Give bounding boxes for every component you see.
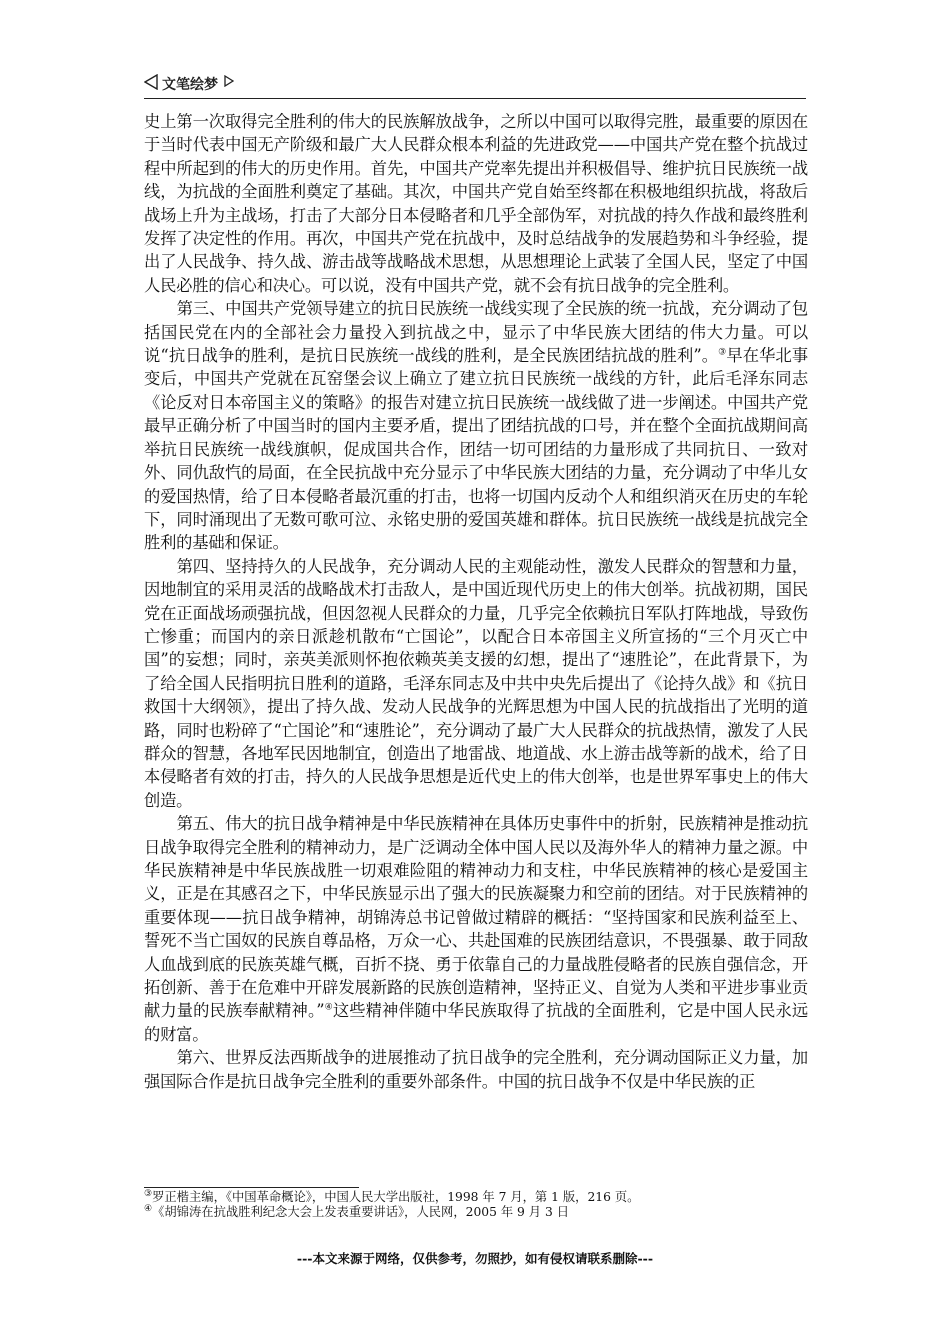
triangle-left-icon bbox=[144, 74, 158, 90]
triangle-right-icon bbox=[224, 75, 234, 87]
paragraph-2-part-1: 第三、中国共产党领导建立的抗日民族统一战线实现了全民族的统一抗战，充分调动了包括国民党在内的全部社会力量投入到抗战之中，显示了中华民族大团结的伟大力量。可以说“抗日战争的胜利，是抗日民族统一战线的胜利，是全民族团结抗战的胜利”。 bbox=[144, 299, 808, 366]
paragraph-1: 史上第一次取得完全胜利的伟大的民族解放战争，之所以中国可以取得完胜，最重要的原因在于当时代表中国无产阶级和最广大人民群众根本利益的先进政党——中国共产党在整个抗战过程中所起到的伟大的历史作用。首先，中国共产党率先提出并积极倡导、维护抗日民族统一战线，为抗战的全面胜利奠定了基础。其次，中国共产党自始至终都在积极地组织抗战，将敌后战场上升为主战场，打击了大部分日本侵略者和几乎全部伪军，对抗战的持久作战和最终胜利发挥了决定性的作用。再次，中国共产党在抗战中，及时总结战争的发展趋势和斗争经验，提出了人民战争、持久战、游击战等战略战术思想，从思想理论上武装了全国人民，坚定了中国人民必胜的信心和决心。可以说，没有中国共产党，就不会有抗日战争的完全胜利。 bbox=[144, 112, 808, 295]
paragraph-4 bbox=[144, 812, 808, 1046]
footnote-4-text: 《胡锦涛在抗战胜利纪念大会上发表重要讲话》，人民网，2005 年 9 月 3 日 bbox=[152, 1205, 570, 1219]
footnote-ref-3[interactable]: ③ bbox=[718, 347, 727, 358]
paragraph-3: 第四、坚持持久的人民战争，充分调动人民的主观能动性，激发人民群众的智慧和力量，因地制宜的采用灵活的战略战术打击敌人，是中国近现代历史上的伟大创举。抗战初期，国民党在正面战场顽强抗战，但因忽视人民群众的力量，几乎完全依赖抗日军队打阵地战，导致伤亡惨重；而国内的亲日派趁机散布“亡国论”，以配合日本帝国主义所宣扬的“三个月灭亡中国”的妄想；同时，亲英美派则怀抱依赖英美支援的幻想，提出了“速胜论”，在此背景下，为了给全国人民指明抗日胜利的道路，毛泽东同志及中共中央先后提出了《论持久战》和《抗日救国十大纲领》，提出了持久战、发动人民战争的光辉思想为中国人民的抗战指出了光明的道路，同时也粉碎了“亡国论”和“速胜论”，充分调动了最广大人民群众的抗战热情，激发了人民群众的智慧，各地军民因地制宜，创造出了地雷战、地道战、水上游击战等新的战术，给了日本侵略者有效的打击，持久的人民战争思想是近代史上的伟大创举，也是世界军事史上的伟大创造。 bbox=[144, 556, 808, 810]
footnote-3-mark: ③ bbox=[144, 1188, 153, 1199]
body-text bbox=[144, 110, 808, 1093]
page-header bbox=[144, 74, 806, 99]
paragraph-4-part-1: 第五、伟大的抗日战争精神是中华民族精神在具体历史事件中的折射，民族精神是推动抗日战争取得完全胜利的精神动力，是广泛调动全体中国人民以及海外华人的精神力量之源。中华民族精神是中华民族战胜一切艰难险阻的精神动力和支柱，中华民族精神的核心是爱国主义，正是在其感召之下，中华民族显示出了强大的民族凝聚力和空前的团结。对于民族精神的重要体现——抗日战争精神，胡锦涛总书记曾做过精辟的概括：“坚持国家和民族利益至上、誓死不当亡国奴的民族自尊品格，万众一心、共赴国难的民族团结意识，不畏强暴、敢于同敌人血战到底的民族英雄气概，百折不挠、勇于依靠自己的力量战胜侵略者的民族自强信念，开拓创新、善于在危难中开辟发展新路的民族创造精神，坚持正义、自觉为人类和平进步事业贡献力量的民族奉献精神。” bbox=[144, 814, 808, 1021]
paragraph-4-part-2: 这些精神伴随中华民族取得了抗战的全面胜利，它是中国人民永远的财富。 bbox=[144, 1001, 808, 1044]
footnote-3 bbox=[144, 1190, 808, 1205]
footnote-3-text: 罗正楷主编，《中国革命概论》，中国人民大学出版社，1998 年 7 月，第 1 版，216 页。 bbox=[152, 1190, 640, 1204]
page-footer: ---本文来源于网络，仅供参考，勿照抄，如有侵权请联系删除--- bbox=[296, 1251, 654, 1266]
footnote-4 bbox=[144, 1205, 808, 1220]
footnote-divider bbox=[144, 1187, 359, 1188]
footnotes bbox=[144, 1190, 808, 1220]
footnote-4-mark: ④ bbox=[144, 1203, 153, 1214]
paragraph-5: 第六、世界反法西斯战争的进展推动了抗日战争的完全胜利，充分调动国际正义力量，加强国际合作是抗日战争完全胜利的重要外部条件。中国的抗日战争不仅是中华民族的正 bbox=[144, 1048, 808, 1091]
header-title: 文笔绘梦 bbox=[162, 77, 218, 93]
paragraph-2 bbox=[144, 297, 808, 554]
paragraph-2-part-2: 早在华北事变后，中国共产党就在瓦窑堡会议上确立了建立抗日民族统一战线的方针，此后毛泽东同志《论反对日本帝国主义的策略》的报告对建立抗日民族统一战线做了进一步阐述。中国共产党最早正确分析了中国当时的国内主要矛盾，提出了团结抗战的口号，并在整个全面抗战期间高举抗日民族统一战线旗帜，促成国共合作，团结一切可团结的力量形成了共同抗日、一致对外、同仇敌忾的局面，在全民抗战中充分显示了中华民族大团结的力量，充分调动了中华儿女的爱国热情，给了日本侵略者最沉重的打击，也将一切国内反动个人和组织消灭在历史的车轮下，同时涌现出了无数可歌可泣、永铭史册的爱国英雄和群体。抗日民族统一战线是抗战完全胜利的基础和保证。 bbox=[144, 346, 808, 553]
footnote-ref-4[interactable]: ④ bbox=[324, 1003, 333, 1014]
